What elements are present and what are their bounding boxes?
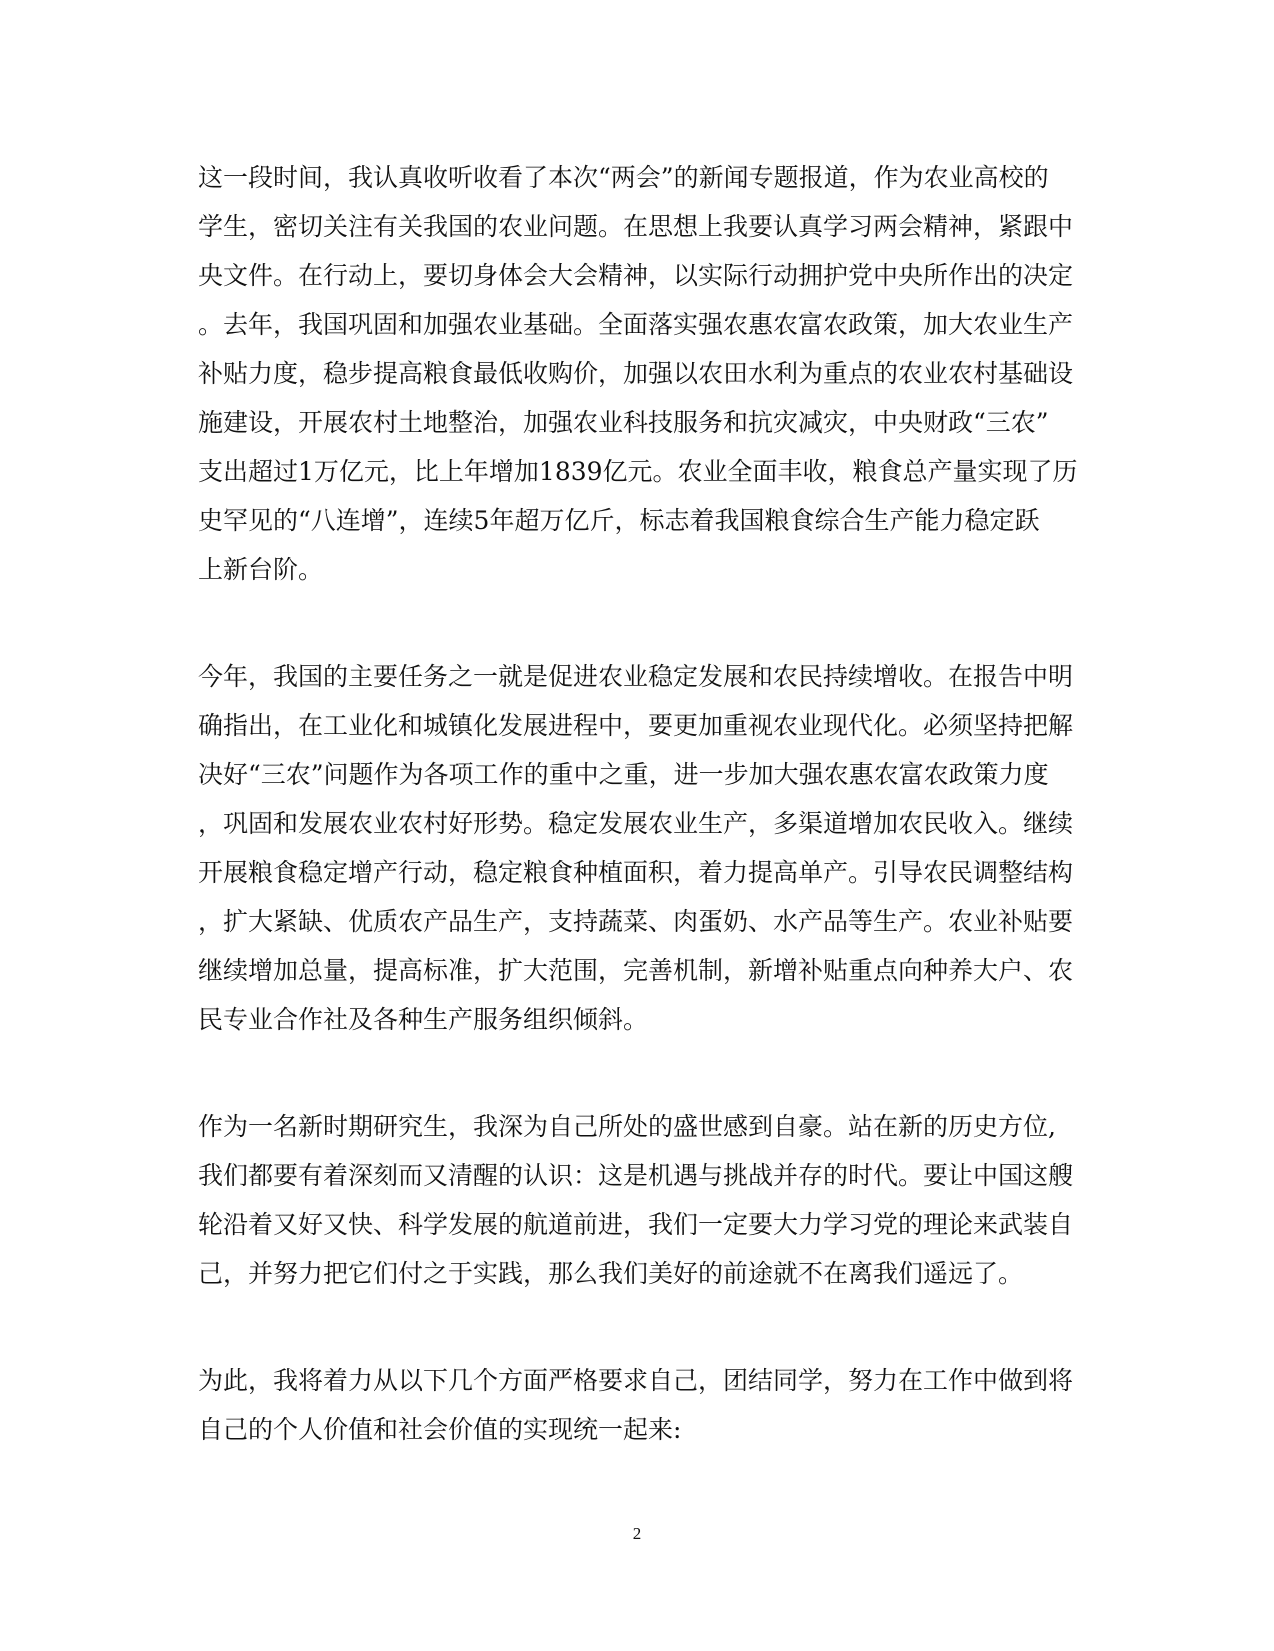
text-line: 作为一名新时期研究生，我深为自己所处的盛世感到自豪。站在新的历史方位, [198,1112,1056,1141]
text-line: 决好“三农”问题作为各项工作的重中之重，进一步加大强农惠农富农政策力度 [198,760,1049,789]
paragraph-4 [198,1356,1078,1454]
text-line: 轮沿着又好又快、科学发展的航道前进，我们一定要大力学习党的理论来武装自 [198,1210,1074,1239]
text-line: 己，并努力把它们付之于实践，那么我们美好的前途就不在离我们遥远了。 [198,1259,1024,1288]
text-line: ，扩大紧缺、优质农产品生产，支持蔬菜、肉蛋奶、水产品等生产。农业补贴要 [198,907,1074,936]
text-line: 我们都要有着深刻而又清醒的认识：这是机遇与挑战并存的时代。要让中国这艘 [198,1161,1074,1190]
text-line: 这一段时间，我认真收听收看了本次“两会”的新闻专题报道，作为农业高校的 [198,163,1049,192]
paragraph-1 [198,153,1078,594]
paragraph-3 [198,1102,1078,1298]
text-line: 施建设，开展农村土地整治，加强农业科技服务和抗灾减灾，中央财政“三农” [198,408,1049,437]
text-line: 为此，我将着力从以下几个方面严格要求自己，团结同学，努力在工作中做到将 [198,1366,1074,1395]
text-line: 继续增加总量，提高标准，扩大范围，完善机制，新增补贴重点向种养大户、农 [198,956,1074,985]
text-line: 支出超过1万亿元，比上年增加1839亿元。农业全面丰收，粮食总产量实现了历 [198,457,1078,486]
body-text [198,153,1078,1512]
text-line: 自己的个人价值和社会价值的实现统一起来: [198,1415,682,1444]
page-number: 2 [632,1524,642,1543]
text-line: 今年，我国的主要任务之一就是促进农业稳定发展和农民持续增收。在报告中明 [198,662,1074,691]
text-line: 补贴力度，稳步提高粮食最低收购价，加强以农田水利为重点的农业农村基础设 [198,359,1074,388]
text-line: 史罕见的“八连增”，连续5年超万亿斤，标志着我国粮食综合生产能力稳定跃 [198,506,1040,535]
text-line: 开展粮食稳定增产行动，稳定粮食种植面积，着力提高单产。引导农民调整结构 [198,858,1074,887]
text-line: 民专业合作社及各种生产服务组织倾斜。 [198,1005,649,1034]
text-line: 确指出，在工业化和城镇化发展进程中，要更加重视农业现代化。必须坚持把解 [198,711,1074,740]
text-line: ，巩固和发展农业农村好形势。稳定发展农业生产，多渠道增加农民收入。继续 [198,809,1074,838]
text-line: 学生，密切关注有关我国的农业问题。在思想上我要认真学习两会精神，紧跟中 [198,212,1074,241]
text-line: 央文件。在行动上，要切身体会大会精神，以实际行动拥护党中央所作出的决定 [198,261,1074,290]
paragraph-2 [198,652,1078,1044]
text-line: 上新台阶。 [198,555,324,584]
text-line: 。去年，我国巩固和加强农业基础。全面落实强农惠农富农政策，加大农业生产 [198,310,1074,339]
